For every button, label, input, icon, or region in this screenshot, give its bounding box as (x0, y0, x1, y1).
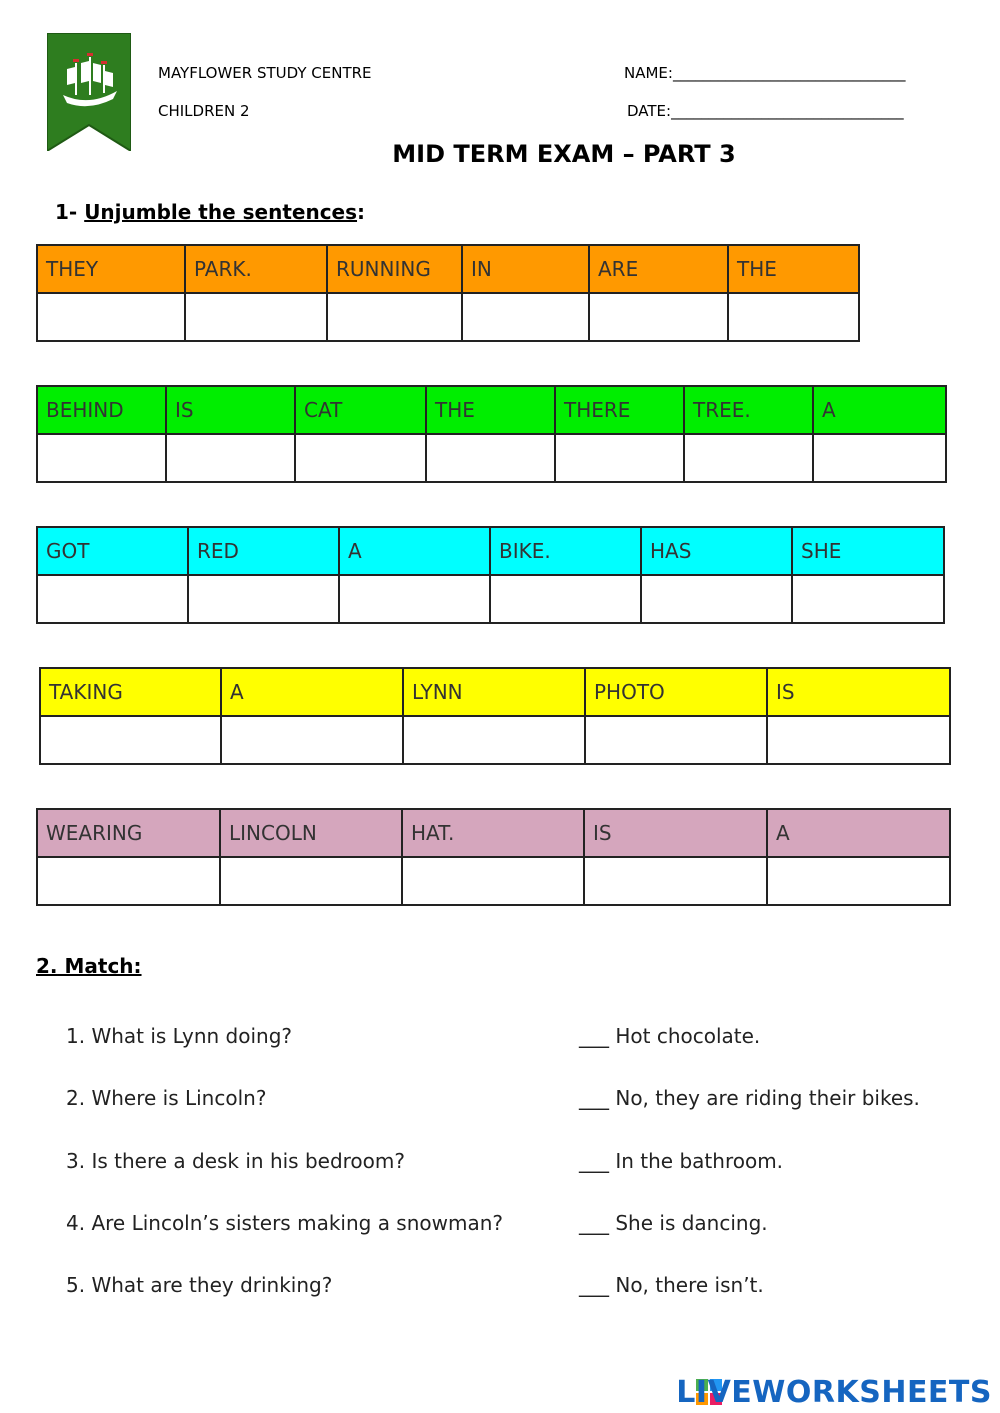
word-cell: A (221, 668, 403, 716)
answer-cell[interactable] (684, 434, 813, 482)
answer-row (40, 716, 950, 764)
answer-cell[interactable] (339, 575, 490, 623)
answer-cell[interactable] (185, 293, 327, 341)
word-cell: LINCOLN (220, 809, 402, 857)
answer-cell[interactable] (490, 575, 641, 623)
word-cell: IS (767, 668, 950, 716)
answer-row (37, 575, 944, 623)
answer-cell[interactable] (295, 434, 426, 482)
word-cell: BEHIND (37, 386, 166, 434)
question-2: 2. Where is Lincoln? (66, 1086, 267, 1110)
answer-cell[interactable] (37, 575, 188, 623)
answer-option-1[interactable]: ___ Hot chocolate. (579, 1024, 761, 1048)
section1-title: Unjumble the sentences (84, 200, 358, 224)
word-cell: CAT (295, 386, 426, 434)
word-cell: SHE (792, 527, 944, 575)
section1-colon: : (357, 200, 366, 224)
answer-cell[interactable] (327, 293, 462, 341)
answer-cell[interactable] (767, 857, 950, 905)
answer-cell[interactable] (40, 716, 221, 764)
question-4: 4. Are Lincoln’s sisters making a snowman? (66, 1211, 504, 1235)
school-name: MAYFLOWER STUDY CENTRE (158, 64, 372, 82)
word-row (40, 668, 950, 716)
footer-brand: LIVEWORKSHEETS (676, 1375, 992, 1410)
answer-cell[interactable] (221, 716, 403, 764)
word-row (37, 527, 944, 575)
name-field[interactable]: NAME:_______________________________ (624, 64, 906, 82)
word-cell: THEY (37, 245, 185, 293)
word-cell: IS (584, 809, 767, 857)
section2-number: 2. (36, 954, 58, 978)
answer-option-2[interactable]: ___ No, they are riding their bikes. (579, 1086, 920, 1110)
word-cell: PARK. (185, 245, 327, 293)
date-field[interactable]: DATE:_______________________________ (627, 102, 904, 120)
word-row (37, 386, 946, 434)
answer-cell[interactable] (462, 293, 589, 341)
jumble-table-4 (39, 667, 951, 765)
word-row (37, 809, 950, 857)
answer-cell[interactable] (589, 293, 728, 341)
answer-option-4[interactable]: ___ She is dancing. (579, 1211, 768, 1235)
answer-cell[interactable] (166, 434, 295, 482)
word-cell: THE (426, 386, 555, 434)
page-title: MID TERM EXAM – PART 3 (392, 140, 736, 168)
question-3: 3. Is there a desk in his bedroom? (66, 1149, 406, 1173)
school-logo (47, 33, 131, 151)
word-cell: RED (188, 527, 339, 575)
word-cell: PHOTO (585, 668, 767, 716)
section1-number: 1- (55, 200, 78, 224)
answer-cell[interactable] (403, 716, 585, 764)
word-cell: GOT (37, 527, 188, 575)
word-cell: IS (166, 386, 295, 434)
answer-row (37, 857, 950, 905)
section2-title: Match: (57, 954, 142, 978)
word-cell: TAKING (40, 668, 221, 716)
answer-row (37, 293, 859, 341)
question-5: 5. What are they drinking? (66, 1273, 333, 1297)
answer-cell[interactable] (728, 293, 859, 341)
jumble-table-1 (36, 244, 860, 342)
question-1: 1. What is Lynn doing? (66, 1024, 293, 1048)
word-cell: LYNN (403, 668, 585, 716)
answer-row (37, 434, 946, 482)
word-cell: A (767, 809, 950, 857)
word-cell: TREE. (684, 386, 813, 434)
answer-cell[interactable] (426, 434, 555, 482)
jumble-table-5 (36, 808, 951, 906)
word-cell: RUNNING (327, 245, 462, 293)
jumble-table-3 (36, 526, 945, 624)
answer-option-3[interactable]: ___ In the bathroom. (579, 1149, 784, 1173)
word-cell: BIKE. (490, 527, 641, 575)
answer-cell[interactable] (767, 716, 950, 764)
section1-heading (55, 200, 365, 224)
word-cell: THE (728, 245, 859, 293)
word-cell: WEARING (37, 809, 220, 857)
word-row (37, 245, 859, 293)
answer-cell[interactable] (813, 434, 946, 482)
answer-cell[interactable] (37, 857, 220, 905)
class-level: CHILDREN 2 (158, 102, 250, 120)
answer-option-5[interactable]: ___ No, there isn’t. (579, 1273, 764, 1297)
answer-cell[interactable] (555, 434, 684, 482)
answer-cell[interactable] (220, 857, 402, 905)
answer-cell[interactable] (585, 716, 767, 764)
answer-cell[interactable] (188, 575, 339, 623)
word-cell: IN (462, 245, 589, 293)
word-cell: ARE (589, 245, 728, 293)
word-cell: THERE (555, 386, 684, 434)
jumble-table-2 (36, 385, 947, 483)
word-cell: HAT. (402, 809, 584, 857)
answer-cell[interactable] (641, 575, 792, 623)
answer-cell[interactable] (584, 857, 767, 905)
answer-cell[interactable] (37, 293, 185, 341)
word-cell: A (813, 386, 946, 434)
section2-heading (36, 954, 142, 978)
answer-cell[interactable] (792, 575, 944, 623)
answer-cell[interactable] (402, 857, 584, 905)
word-cell: A (339, 527, 490, 575)
word-cell: HAS (641, 527, 792, 575)
answer-cell[interactable] (37, 434, 166, 482)
